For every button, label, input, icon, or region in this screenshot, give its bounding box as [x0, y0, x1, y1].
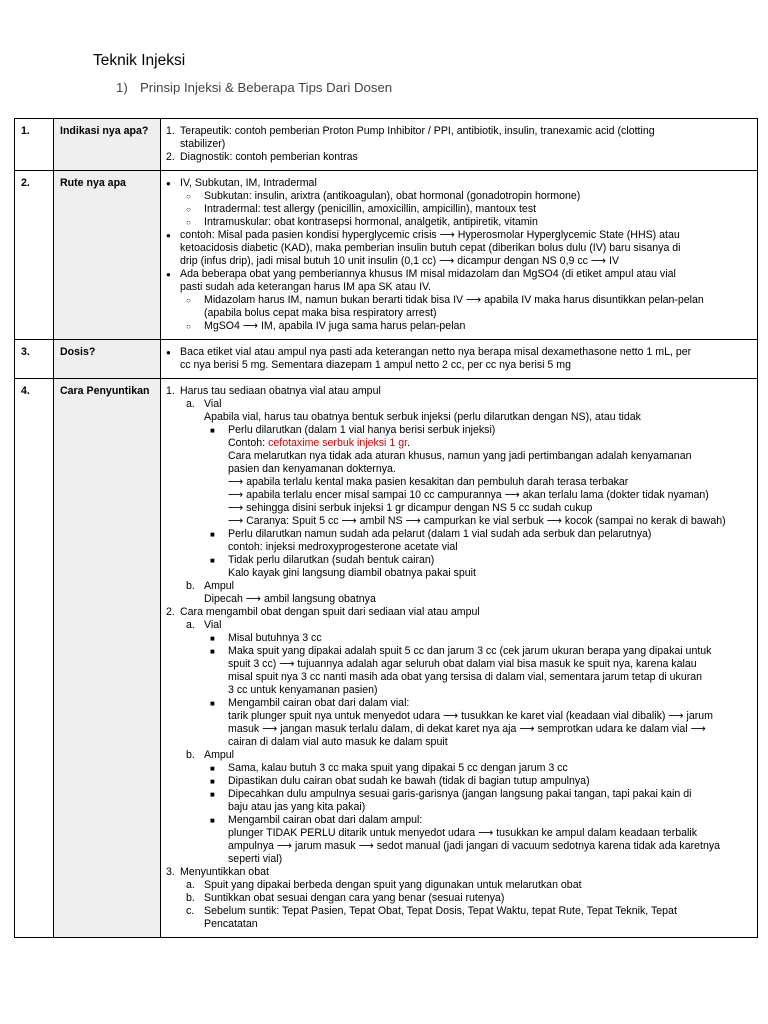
- line-text: Dipastikan dulu cairan obat sudah ke bawah (tidak di bagian tutup ampulnya): [228, 775, 590, 787]
- row-content: [161, 119, 758, 171]
- content-line: [166, 229, 751, 242]
- line-text: Menyuntikkan obat: [180, 866, 269, 878]
- content-line: [166, 177, 751, 190]
- content-line: [166, 671, 751, 684]
- content-line: [166, 398, 751, 411]
- content-line: [166, 827, 751, 840]
- content-line: [166, 320, 751, 333]
- content-line: [166, 918, 751, 931]
- line-text: pasti sudah ada keterangan harus IM apa SK atau IV.: [180, 281, 432, 293]
- line-text: Dipecahkan dulu ampulnya sesuai garis-garisnya (jangan langsung pakai tangan, tapi pakai kain di: [228, 788, 692, 800]
- content-line: [166, 307, 751, 320]
- line-text: (apabila bolus cepat maka bisa respiratory arrest): [204, 307, 437, 319]
- row-content: [161, 171, 758, 340]
- line-text-suffix: .: [407, 437, 410, 449]
- line-text: Harus tau sediaan obatnya vial atau ampul: [180, 385, 381, 397]
- line-text: Intradermal: test allergy (penicillin, amoxicillin, ampicillin), mantoux test: [204, 203, 537, 215]
- line-text: cc nya berisi 5 mg. Sementara diazepam 1 ampul netto 2 cc, per cc nya berisi 5 mg: [180, 359, 571, 371]
- line-text: ⟶ sehingga disini serbuk injeksi 1 gr dicampur dengan NS 5 cc sudah cukup: [228, 502, 593, 514]
- line-text: ⟶ apabila terlalu kental maka pasien kesakitan dan pembuluh darah terasa terbakar: [228, 476, 629, 488]
- line-text: plunger TIDAK PERLU ditarik untuk menyedot udara ⟶ tusukkan ke ampul dalam keadaan terbalik: [228, 827, 698, 839]
- highlighted-drug-text: cefotaxime serbuk injeksi 1 gr: [268, 437, 408, 449]
- line-text: Diagnostik: contoh pemberian kontras: [180, 151, 358, 163]
- line-text: Ampul: [204, 580, 235, 592]
- list-marker: ■: [210, 699, 215, 708]
- content-line: [166, 736, 751, 749]
- line-text: Kalo kayak gini langsung diambil obatnya pakai spuit: [228, 567, 476, 579]
- line-text: Sama, kalau butuh 3 cc maka spuit yang dipakai 5 cc dengan jarum 3 cc: [228, 762, 568, 774]
- content-line: [166, 762, 751, 775]
- line-text: contoh: injeksi medroxyprogesterone acetate vial: [228, 541, 458, 553]
- list-marker: ●: [166, 270, 171, 279]
- content-line: [166, 125, 751, 138]
- list-marker: ■: [210, 634, 215, 643]
- list-marker: b.: [186, 580, 195, 592]
- content-line: [166, 476, 751, 489]
- row-number: 2.: [15, 171, 54, 340]
- table-row: [15, 171, 758, 340]
- line-text: MgSO4 ⟶ IM, apabila IV juga sama harus pelan-pelan: [204, 320, 466, 332]
- table-row: [15, 340, 758, 379]
- injection-table: [14, 118, 758, 938]
- content-line: [166, 606, 751, 619]
- content-line: [166, 203, 751, 216]
- content-line: [166, 645, 751, 658]
- content-line: [166, 411, 751, 424]
- list-marker: ■: [210, 777, 215, 786]
- line-text: misal spuit nya 3 cc nanti masih ada obat yang tersisa di dalam vial, sementara jarum tetap di ukuran: [228, 671, 703, 683]
- row-label: Cara Penyuntikan: [54, 379, 161, 938]
- line-text: Vial: [204, 619, 222, 631]
- list-marker: ■: [210, 556, 215, 565]
- content-line: [166, 723, 751, 736]
- line-text: Vial: [204, 398, 222, 410]
- line-text: Misal butuhnya 3 cc: [228, 632, 322, 644]
- list-marker: ■: [210, 816, 215, 825]
- content-line: [166, 255, 751, 268]
- line-text: Apabila vial, harus tau obatnya bentuk serbuk injeksi (perlu dilarutkan dengan NS), atau tidak: [204, 411, 641, 423]
- content-line: [166, 788, 751, 801]
- content-line: [166, 463, 751, 476]
- content-line: [166, 190, 751, 203]
- list-marker: a.: [186, 879, 195, 891]
- content-line: [166, 632, 751, 645]
- row-content: [161, 340, 758, 379]
- content-line: [166, 515, 751, 528]
- row-label: Rute nya apa: [54, 171, 161, 340]
- line-text: Intramuskular: obat kontrasepsi hormonal, analgetik, antipiretik, vitamin: [204, 216, 538, 228]
- list-marker: 1.: [166, 125, 175, 137]
- line-text: masuk ⟶ jangan masuk terlalu dalam, di dekat karet nya aja ⟶ semprotkan udara ke dalam vial ⟶: [228, 723, 706, 735]
- content-line: [166, 749, 751, 762]
- content-line: [166, 580, 751, 593]
- section-number: 1): [116, 80, 128, 95]
- list-marker: ○: [186, 296, 191, 305]
- line-text: Perlu dilarutkan (dalam 1 vial hanya berisi serbuk injeksi): [228, 424, 496, 436]
- content-line: [166, 619, 751, 632]
- content-line: [166, 138, 751, 151]
- line-text: Ada beberapa obat yang pemberiannya khusus IM misal midazolam dan MgSO4 (di etiket ampul atau vial: [180, 268, 676, 280]
- section-heading-text: Prinsip Injeksi & Beberapa Tips Dari Dosen: [140, 80, 393, 95]
- table-row: [15, 119, 758, 171]
- line-text: Suntikkan obat sesuai dengan cara yang benar (sesuai rutenya): [204, 892, 505, 904]
- table-row: [15, 379, 758, 938]
- line-text: Cara melarutkan nya tidak ada aturan khusus, namun yang jadi pertimbangan adalah kenyamanan: [228, 450, 692, 462]
- content-line: [166, 593, 751, 606]
- line-text: stabilizer): [180, 138, 226, 150]
- line-text: Perlu dilarutkan namun sudah ada pelarut (dalam 1 vial sudah ada serbuk dan pelarutnya): [228, 528, 652, 540]
- line-text: Tidak perlu dilarutkan (sudah bentuk cairan): [228, 554, 435, 566]
- list-marker: ●: [166, 348, 171, 357]
- content-line: [166, 216, 751, 229]
- line-text: ⟶ Caranya: Spuit 5 cc ⟶ ambil NS ⟶ campurkan ke vial serbuk ⟶ kocok (sampai no kerak di bawah): [228, 515, 726, 527]
- line-text: Maka spuit yang dipakai adalah spuit 5 cc dan jarum 3 cc (cek jarum ukuran berapa yang dipakai untuk: [228, 645, 712, 657]
- content-line: [166, 359, 751, 372]
- content-line: [166, 281, 751, 294]
- line-text: tarik plunger spuit nya untuk menyedot udara ⟶ tusukkan ke karet vial (keadaan vial dibalik) ⟶ jarum: [228, 710, 713, 722]
- line-text: Dipecah ⟶ ambil langsung obatnya: [204, 593, 376, 605]
- content-line: [166, 528, 751, 541]
- content-line: [166, 814, 751, 827]
- list-marker: 2.: [166, 151, 175, 163]
- list-marker: 3.: [166, 866, 175, 878]
- list-marker: ○: [186, 192, 191, 201]
- line-text: seperti vial): [228, 853, 283, 865]
- content-line: [166, 775, 751, 788]
- content-line: [166, 424, 751, 437]
- row-number: 4.: [15, 379, 54, 938]
- line-text: Pencatatan: [204, 918, 258, 930]
- content-line: [166, 502, 751, 515]
- content-line: [166, 658, 751, 671]
- list-marker: ■: [210, 764, 215, 773]
- line-text: cairan di dalam vial auto masuk ke dalam spuit: [228, 736, 448, 748]
- content-line: [166, 268, 751, 281]
- content-line: [166, 554, 751, 567]
- line-text: Baca etiket vial atau ampul nya pasti ada keterangan netto nya berapa misal dexamethasone netto 1 mL, per: [180, 346, 692, 358]
- list-marker: ○: [186, 218, 191, 227]
- line-text: Mengambil cairan obat dari dalam ampul:: [228, 814, 423, 826]
- row-number: 1.: [15, 119, 54, 171]
- content-line: [166, 905, 751, 918]
- content-line: [166, 840, 751, 853]
- list-marker: ■: [210, 790, 215, 799]
- content-line: [166, 294, 751, 307]
- line-text: contoh: Misal pada pasien kondisi hyperglycemic crisis ⟶ Hyperosmolar Hyperglycemic State (HHS) atau: [180, 229, 680, 241]
- content-line: [166, 151, 751, 164]
- content-line: [166, 385, 751, 398]
- page-title: Teknik Injeksi: [93, 52, 186, 69]
- row-content: [161, 379, 758, 938]
- line-text: Terapeutik: contoh pemberian Proton Pump Inhibitor / PPI, antibiotik, insulin, tranexamic acid (clotting: [180, 125, 655, 137]
- list-marker: ■: [210, 647, 215, 656]
- content-line: [166, 684, 751, 697]
- line-text: spuit 3 cc) ⟶ tujuannya adalah agar seluruh obat dalam vial bisa masuk ke spuit nya, karena kalau: [228, 658, 697, 670]
- list-marker: ●: [166, 179, 171, 188]
- content-line: [166, 801, 751, 814]
- line-text: Midazolam harus IM, namun bukan berarti tidak bisa IV ⟶ apabila IV maka harus disuntikkan pelan-pelan: [204, 294, 704, 306]
- list-marker: 1.: [166, 385, 175, 397]
- content-line: [166, 346, 751, 359]
- content-line: [166, 437, 751, 450]
- row-label: Indikasi nya apa?: [54, 119, 161, 171]
- row-label: Dosis?: [54, 340, 161, 379]
- content-line: [166, 710, 751, 723]
- list-marker: ●: [166, 231, 171, 240]
- line-text: ampulnya ⟶ jarum masuk ⟶ sedot manual (jadi jangan di vacuum sedotnya karena tidak ada karetnya: [228, 840, 721, 852]
- line-text: ketoacidosis diabetic (KAD), maka pemberian insulin butuh cepat (diberikan bolus dulu (IV) baru sisanya di: [180, 242, 681, 254]
- list-marker: 2.: [166, 606, 175, 618]
- list-marker: a.: [186, 619, 195, 631]
- line-text: Mengambil cairan obat dari dalam vial:: [228, 697, 410, 709]
- line-text: Sebelum suntik: Tepat Pasien, Tepat Obat, Tepat Dosis, Tepat Waktu, tepat Rute, Tepat Teknik, Tepat: [204, 905, 677, 917]
- content-line: [166, 866, 751, 879]
- line-text: Contoh:: [228, 437, 269, 449]
- line-text: baju atau jas yang kita pakai): [228, 801, 366, 813]
- list-marker: ■: [210, 426, 215, 435]
- line-text: ⟶ apabila terlalu encer misal sampai 10 cc campurannya ⟶ akan terlalu lama (dokter tidak nyaman): [228, 489, 709, 501]
- line-text: 3 cc untuk kenyamanan pasien): [228, 684, 378, 696]
- content-line: [166, 489, 751, 502]
- row-number: 3.: [15, 340, 54, 379]
- list-marker: ○: [186, 322, 191, 331]
- line-text: pasien dan kenyamanan dokternya.: [228, 463, 396, 475]
- line-text: Subkutan: insulin, arixtra (antikoagulan), obat hormonal (gonadotropin hormone): [204, 190, 581, 202]
- content-line: [166, 450, 751, 463]
- list-marker: b.: [186, 749, 195, 761]
- list-marker: a.: [186, 398, 195, 410]
- content-line: [166, 879, 751, 892]
- line-text: Ampul: [204, 749, 235, 761]
- line-text: IV, Subkutan, IM, Intradermal: [180, 177, 317, 189]
- section-heading: [116, 80, 392, 95]
- line-text: Cara mengambil obat dengan spuit dari sediaan vial atau ampul: [180, 606, 480, 618]
- list-marker: c.: [186, 905, 195, 917]
- content-line: [166, 541, 751, 554]
- content-line: [166, 242, 751, 255]
- content-line: [166, 853, 751, 866]
- content-line: [166, 697, 751, 710]
- content-line: [166, 567, 751, 580]
- list-marker: ■: [210, 530, 215, 539]
- line-text: drip (infus drip), jadi misal butuh 10 unit insulin (0,1 cc) ⟶ dicampur dengan NS 0,9 cc ⟶ IV: [180, 255, 620, 267]
- list-marker: b.: [186, 892, 195, 904]
- content-line: [166, 892, 751, 905]
- line-text: Spuit yang dipakai berbeda dengan spuit yang digunakan untuk melarutkan obat: [204, 879, 582, 891]
- list-marker: ○: [186, 205, 191, 214]
